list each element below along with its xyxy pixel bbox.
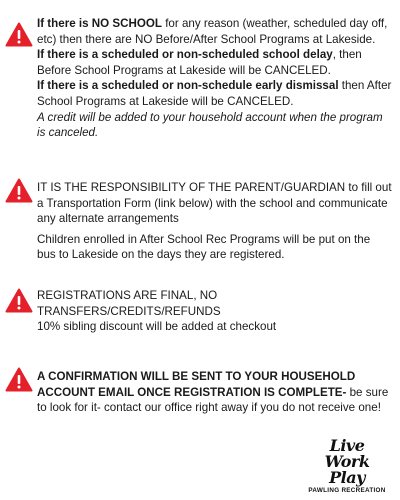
dismissal-lead: If there is a scheduled or non-schedule early dismissal [37, 79, 339, 93]
final-registration-text: REGISTRATIONS ARE FINAL, NO TRANSFERS/CREDITS/REFUNDS [37, 289, 221, 318]
credit-note: A credit will be added to your household account when the program is canceled. [37, 110, 383, 140]
warning-triangle-icon [5, 22, 33, 47]
sibling-discount-text: 10% sibling discount will be added at checkout [37, 320, 277, 334]
delay-detail: , then Before School Programs at Lakeside will be CANCELED. [37, 48, 362, 77]
notice-text [37, 180, 392, 263]
bus-text: Children enrolled in After School Rec Programs will be put on the bus to Lakeside on the days they are registered. [37, 232, 371, 262]
dismissal-detail: then After School Programs at Lakeside will be CANCELED. [37, 79, 392, 108]
pawling-recreation-logo [306, 438, 388, 494]
confirmation-lead: A CONFIRMATION WILL BE SENT TO YOUR HOUSEHOLD ACCOUNT EMAIL ONCE REGISTRATION IS COMPLETE- [37, 370, 356, 399]
delay-lead: If there is a scheduled or non-scheduled school delay [37, 48, 333, 62]
responsibility-text: IT IS THE RESPONSIBILITY OF THE PARENT/GUARDIAN to fill out a Transportation Form (link below) with the school and communicate any alternate arrangements [37, 181, 392, 226]
notice-text [37, 369, 392, 416]
notice-text [37, 288, 392, 335]
logo-script: Live Work Play [324, 436, 370, 487]
no-school-lead: If there is [37, 17, 92, 30]
no-school-detail: for any reason (weather, scheduled day off, etc) then there are NO Before/After School Programs at Lakeside. [37, 17, 388, 46]
notice-text [37, 16, 392, 141]
logo-subtitle: PAWLING RECREATION [308, 487, 386, 494]
no-school-emphasis: NO SCHOOL [91, 17, 162, 30]
warning-triangle-icon [5, 367, 33, 392]
confirmation-detail: be sure to look for it- contact our office right away if you do not receive one! [37, 385, 389, 415]
warning-triangle-icon [5, 178, 33, 203]
warning-triangle-icon [5, 288, 33, 313]
